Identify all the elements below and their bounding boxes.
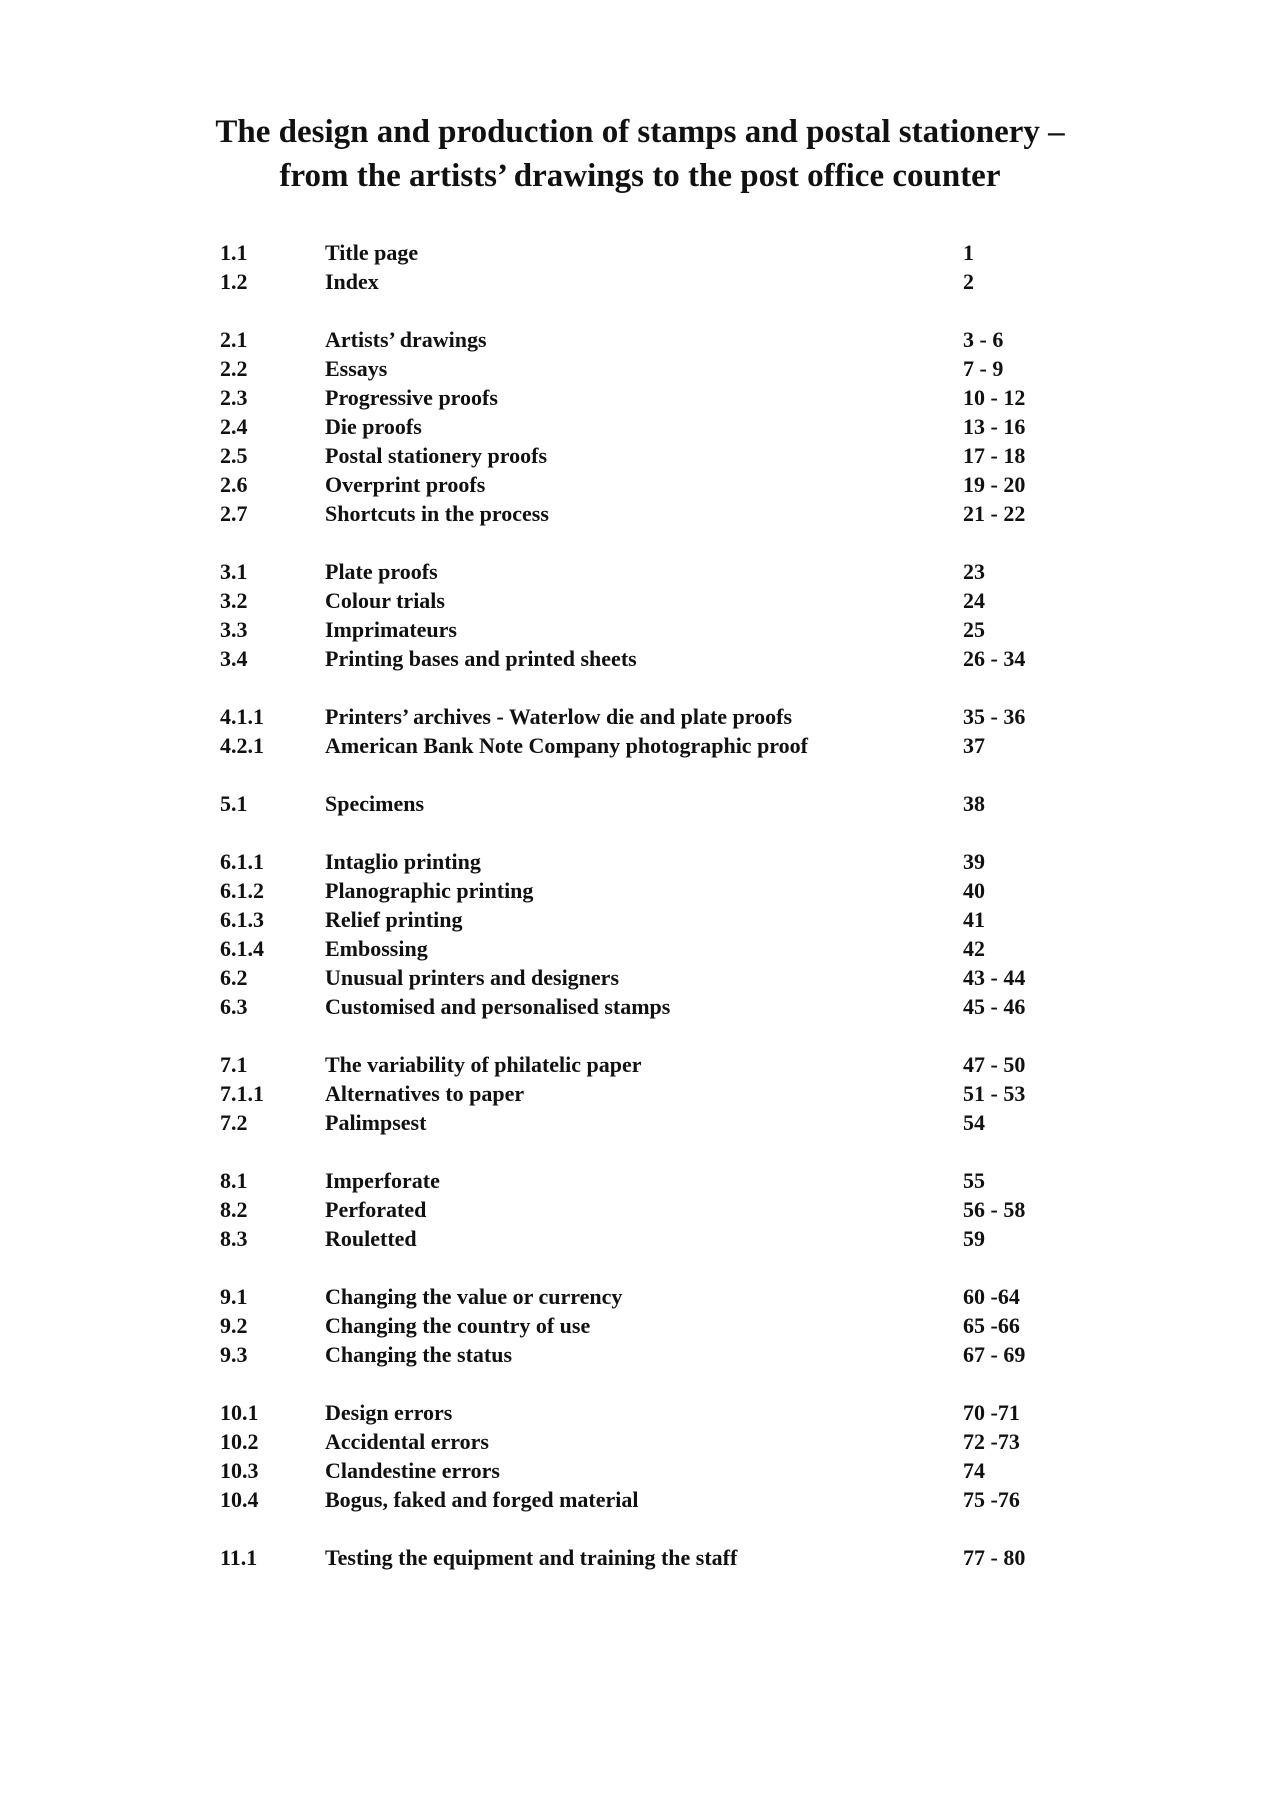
- toc-entry: [220, 1340, 1080, 1369]
- toc-entry: [220, 470, 1080, 499]
- toc-entry: [220, 847, 1080, 876]
- title-line-1: The design and production of stamps and postal stationery –: [215, 114, 1065, 150]
- section-title: Embossing: [325, 936, 428, 961]
- section-title: Specimens: [325, 791, 424, 816]
- toc-entry: [220, 1224, 1080, 1253]
- toc-entry: [220, 1195, 1080, 1224]
- section-number: 9.2: [220, 1313, 248, 1338]
- page-range: 2: [963, 269, 974, 294]
- toc-section: [220, 1050, 1080, 1137]
- section-number: 9.1: [220, 1284, 248, 1309]
- section-number: 7.1.1: [220, 1081, 264, 1106]
- toc-entry: [220, 238, 1080, 267]
- section-number: 10.1: [220, 1400, 259, 1425]
- toc-entry: [220, 557, 1080, 586]
- toc-entry: [220, 1108, 1080, 1137]
- toc-entry: [220, 992, 1080, 1021]
- section-number: 9.3: [220, 1342, 248, 1367]
- page-range: 35 - 36: [963, 704, 1026, 729]
- section-number: 8.3: [220, 1226, 248, 1251]
- toc-entry: [220, 905, 1080, 934]
- page-range: 77 - 80: [963, 1545, 1026, 1570]
- section-title: Printers’ archives - Waterlow die and plate proofs: [325, 704, 793, 729]
- table-of-contents: [220, 238, 1080, 1601]
- toc-entry: [220, 383, 1080, 412]
- section-title: Changing the status: [325, 1342, 513, 1367]
- section-number: 6.1.4: [220, 936, 264, 961]
- toc-entry: [220, 1543, 1080, 1572]
- page-range: 45 - 46: [963, 994, 1026, 1019]
- section-title: Changing the country of use: [325, 1313, 591, 1338]
- toc-section: [220, 1398, 1080, 1514]
- section-title: Index: [325, 269, 379, 294]
- toc-section: [220, 557, 1080, 673]
- section-title: Bogus, faked and forged material: [325, 1487, 639, 1512]
- page-range: 67 - 69: [963, 1342, 1026, 1367]
- section-title: Die proofs: [325, 414, 422, 439]
- page-range: 24: [963, 588, 985, 613]
- page-range: 23: [963, 559, 985, 584]
- section-number: 6.1.3: [220, 907, 264, 932]
- section-number: 7.2: [220, 1110, 248, 1135]
- page-range: 56 - 58: [963, 1197, 1026, 1222]
- section-number: 10.2: [220, 1429, 259, 1454]
- page-range: 72 -73: [963, 1429, 1020, 1454]
- section-title: Plate proofs: [325, 559, 438, 584]
- page-range: 17 - 18: [963, 443, 1026, 468]
- page-range: 21 - 22: [963, 501, 1026, 526]
- toc-entry: [220, 1427, 1080, 1456]
- section-title: Intaglio printing: [325, 849, 481, 874]
- page-range: 25: [963, 617, 985, 642]
- section-title: Printing bases and printed sheets: [325, 646, 637, 671]
- toc-entry: [220, 325, 1080, 354]
- section-title: American Bank Note Company photographic proof: [325, 733, 809, 758]
- section-title: Imperforate: [325, 1168, 440, 1193]
- section-title: Artists’ drawings: [325, 327, 487, 352]
- toc-entry: [220, 876, 1080, 905]
- page-range: 7 - 9: [963, 356, 1004, 381]
- section-title: Relief printing: [325, 907, 463, 932]
- toc-entry: [220, 1398, 1080, 1427]
- toc-entry: [220, 644, 1080, 673]
- section-number: 3.1: [220, 559, 248, 584]
- section-title: Changing the value or currency: [325, 1284, 623, 1309]
- page-range: 70 -71: [963, 1400, 1020, 1425]
- section-number: 4.1.1: [220, 704, 264, 729]
- section-title: Colour trials: [325, 588, 445, 613]
- section-number: 6.2: [220, 965, 248, 990]
- section-number: 2.1: [220, 327, 248, 352]
- section-title: Rouletted: [325, 1226, 417, 1251]
- section-number: 2.2: [220, 356, 248, 381]
- page-range: 42: [963, 936, 985, 961]
- page-range: 13 - 16: [963, 414, 1026, 439]
- toc-entry: [220, 1050, 1080, 1079]
- toc-entry: [220, 412, 1080, 441]
- section-title: Design errors: [325, 1400, 453, 1425]
- section-number: 2.7: [220, 501, 248, 526]
- toc-entry: [220, 934, 1080, 963]
- section-number: 3.3: [220, 617, 248, 642]
- section-number: 10.3: [220, 1458, 259, 1483]
- page-range: 19 - 20: [963, 472, 1026, 497]
- page-range: 75 -76: [963, 1487, 1020, 1512]
- toc-entry: [220, 1311, 1080, 1340]
- section-number: 7.1: [220, 1052, 248, 1077]
- page-range: 1: [963, 240, 974, 265]
- section-number: 4.2.1: [220, 733, 264, 758]
- toc-entry: [220, 441, 1080, 470]
- section-number: 11.1: [220, 1545, 258, 1570]
- toc-entry: [220, 615, 1080, 644]
- page-range: 60 -64: [963, 1284, 1020, 1309]
- section-title: Progressive proofs: [325, 385, 498, 410]
- page-range: 74: [963, 1458, 985, 1483]
- section-title: Testing the equipment and training the staff: [325, 1545, 738, 1570]
- toc-entry: [220, 1079, 1080, 1108]
- page-range: 43 - 44: [963, 965, 1026, 990]
- toc-section: [220, 238, 1080, 296]
- toc-section: [220, 1543, 1080, 1572]
- page-range: 65 -66: [963, 1313, 1020, 1338]
- toc-section: [220, 1282, 1080, 1369]
- page-range: 10 - 12: [963, 385, 1026, 410]
- toc-section: [220, 789, 1080, 818]
- section-number: 2.3: [220, 385, 248, 410]
- section-title: Accidental errors: [325, 1429, 489, 1454]
- page-range: 55: [963, 1168, 985, 1193]
- section-title: The variability of philatelic paper: [325, 1052, 642, 1077]
- section-number: 1.1: [220, 240, 248, 265]
- section-title: Perforated: [325, 1197, 427, 1222]
- section-number: 3.4: [220, 646, 248, 671]
- section-title: Clandestine errors: [325, 1458, 500, 1483]
- page-range: 26 - 34: [963, 646, 1026, 671]
- page-range: 59: [963, 1226, 985, 1251]
- section-number: 1.2: [220, 269, 248, 294]
- section-title: Palimpsest: [325, 1110, 427, 1135]
- toc-entry: [220, 1282, 1080, 1311]
- toc-section: [220, 1166, 1080, 1253]
- page-range: 51 - 53: [963, 1081, 1026, 1106]
- toc-entry: [220, 1456, 1080, 1485]
- section-title: Customised and personalised stamps: [325, 994, 671, 1019]
- section-number: 8.1: [220, 1168, 248, 1193]
- toc-entry: [220, 731, 1080, 760]
- section-title: Postal stationery proofs: [325, 443, 548, 468]
- toc-entry: [220, 586, 1080, 615]
- toc-section: [220, 325, 1080, 528]
- section-title: Alternatives to paper: [325, 1081, 525, 1106]
- section-title: Imprimateurs: [325, 617, 457, 642]
- section-number: 6.1.2: [220, 878, 264, 903]
- page-range: 41: [963, 907, 985, 932]
- section-number: 2.4: [220, 414, 248, 439]
- section-title: Title page: [325, 240, 419, 265]
- title-line-2: from the artists’ drawings to the post office counter: [279, 158, 1001, 194]
- toc-section: [220, 847, 1080, 1021]
- section-number: 6.1.1: [220, 849, 264, 874]
- section-title: Unusual printers and designers: [325, 965, 620, 990]
- page-range: 37: [963, 733, 985, 758]
- toc-entry: [220, 1485, 1080, 1514]
- toc-entry: [220, 1166, 1080, 1195]
- page-range: 54: [963, 1110, 985, 1135]
- section-number: 8.2: [220, 1197, 248, 1222]
- toc-entry: [220, 499, 1080, 528]
- section-number: 10.4: [220, 1487, 259, 1512]
- section-number: 2.5: [220, 443, 248, 468]
- page-range: 39: [963, 849, 985, 874]
- page-range: 40: [963, 878, 985, 903]
- toc-entry: [220, 267, 1080, 296]
- section-number: 2.6: [220, 472, 248, 497]
- section-title: Shortcuts in the process: [325, 501, 549, 526]
- page-range: 3 - 6: [963, 327, 1004, 352]
- toc-entry: [220, 702, 1080, 731]
- section-title: Essays: [325, 356, 388, 381]
- section-title: Overprint proofs: [325, 472, 486, 497]
- section-number: 6.3: [220, 994, 248, 1019]
- page-range: 38: [963, 791, 985, 816]
- page-range: 47 - 50: [963, 1052, 1026, 1077]
- toc-entry: [220, 789, 1080, 818]
- toc-section: [220, 702, 1080, 760]
- section-number: 5.1: [220, 791, 248, 816]
- section-title: Planographic printing: [325, 878, 534, 903]
- toc-entry: [220, 963, 1080, 992]
- section-number: 3.2: [220, 588, 248, 613]
- page-title: [0, 110, 1280, 198]
- toc-entry: [220, 354, 1080, 383]
